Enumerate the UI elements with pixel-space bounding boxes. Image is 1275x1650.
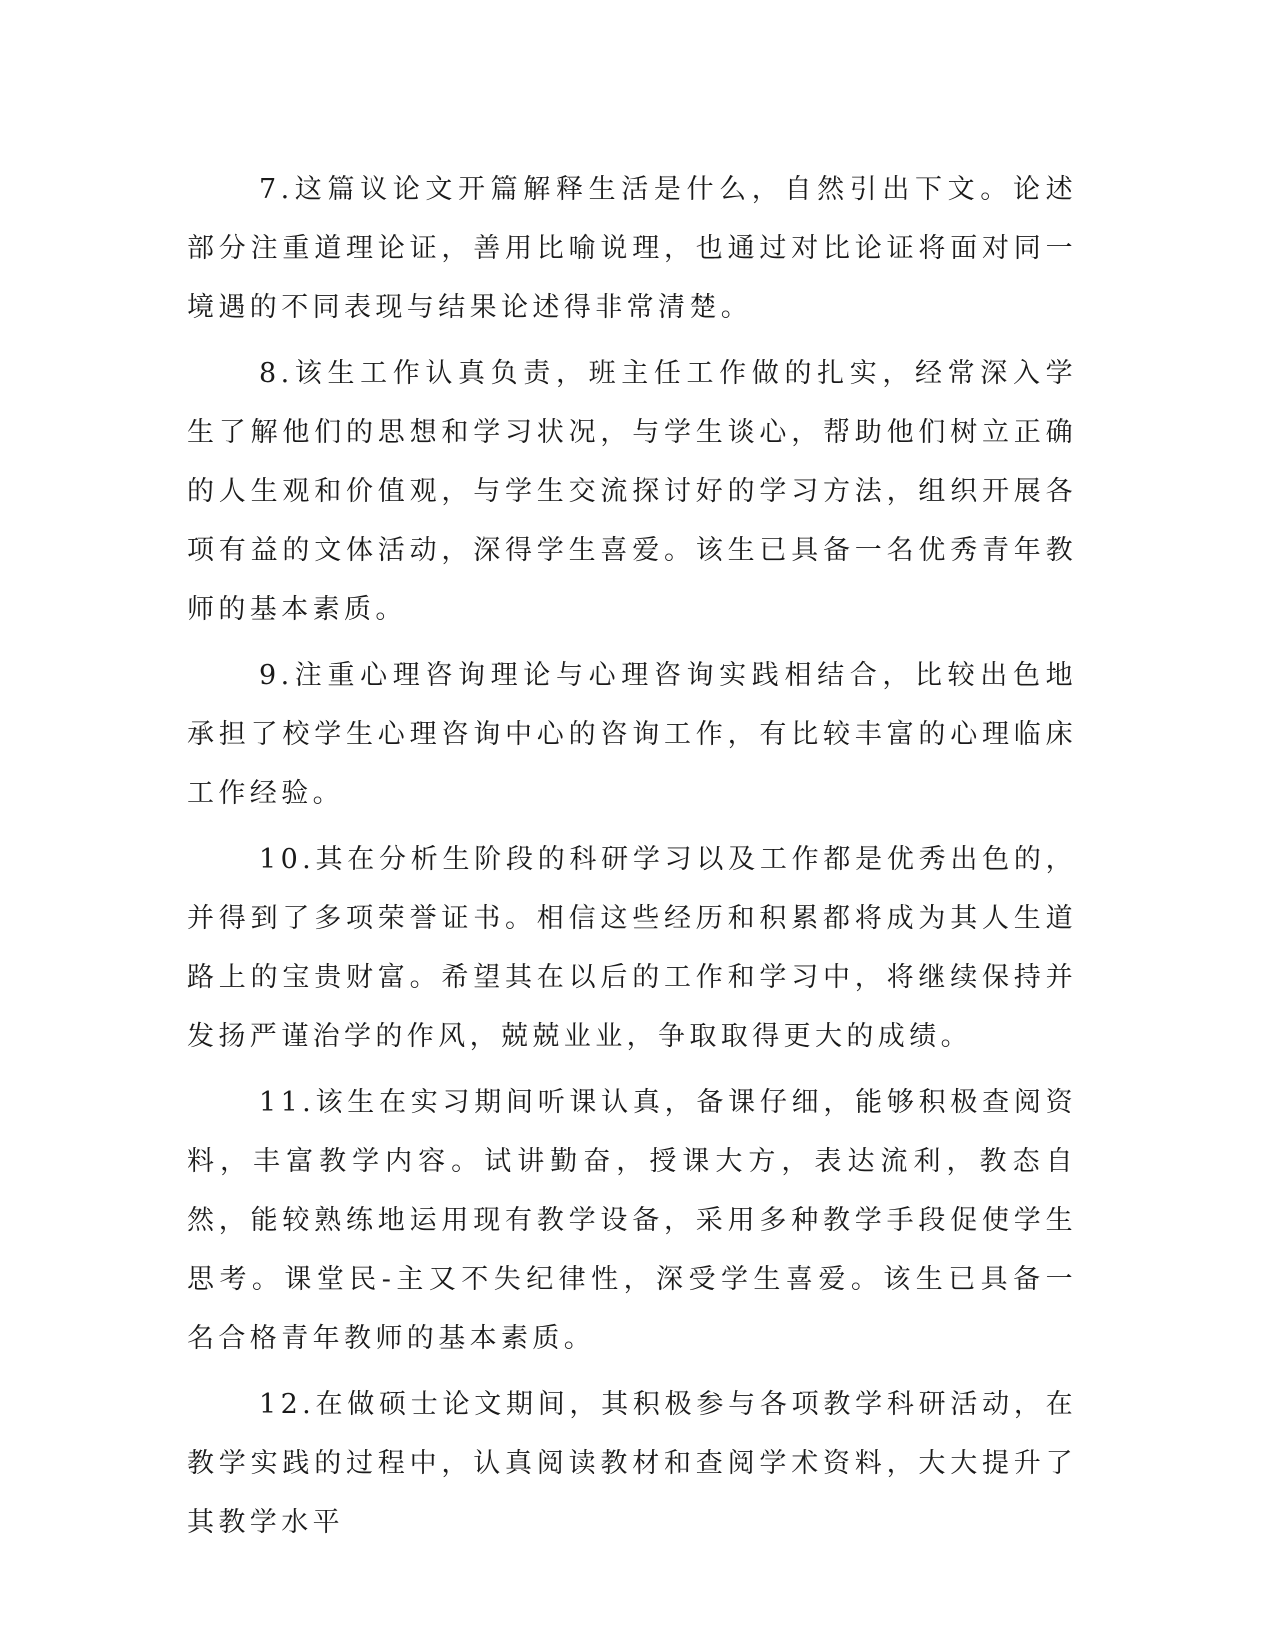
paragraph-9: 9.注重心理咨询理论与心理咨询实践相结合，比较出色地承担了校学生心理咨询中心的咨询工作，有比较丰富的心理临床工作经验。	[187, 660, 1077, 809]
paragraph-11: 11.该生在实习期间听课认真，备课仔细，能够积极查阅资料，丰富教学内容。试讲勤奋，授课大方，表达流利，教态自然，能较熟练地运用现有教学设备，采用多种教学手段促使学生思考。课堂民-主又不失纪律性，深受学生喜爱。该生已具备一名合格青年教师的基本素质。	[187, 1087, 1077, 1354]
paragraph-10: 10.其在分析生阶段的科研学习以及工作都是优秀出色的，并得到了多项荣誉证书。相信这些经历和积累都将成为其人生道路上的宝贵财富。希望其在以后的工作和学习中，将继续保持并发扬严谨治学的作风，兢兢业业，争取取得更大的成绩。	[187, 844, 1077, 1052]
paragraph-12: 12.在做硕士论文期间，其积极参与各项教学科研活动，在教学实践的过程中，认真阅读教材和查阅学术资料，大大提升了其教学水平	[187, 1389, 1077, 1538]
paragraph-7: 7.这篇议论文开篇解释生活是什么，自然引出下文。论述部分注重道理论证，善用比喻说理，也通过对比论证将面对同一境遇的不同表现与结果论述得非常清楚。	[187, 174, 1077, 323]
paragraph-8: 8.该生工作认真负责，班主任工作做的扎实，经常深入学生了解他们的思想和学习状况，与学生谈心，帮助他们树立正确的人生观和价值观，与学生交流探讨好的学习方法，组织开展各项有益的文体活动，深得学生喜爱。该生已具备一名优秀青年教师的基本素质。	[187, 358, 1077, 625]
document-body	[187, 160, 1077, 1559]
